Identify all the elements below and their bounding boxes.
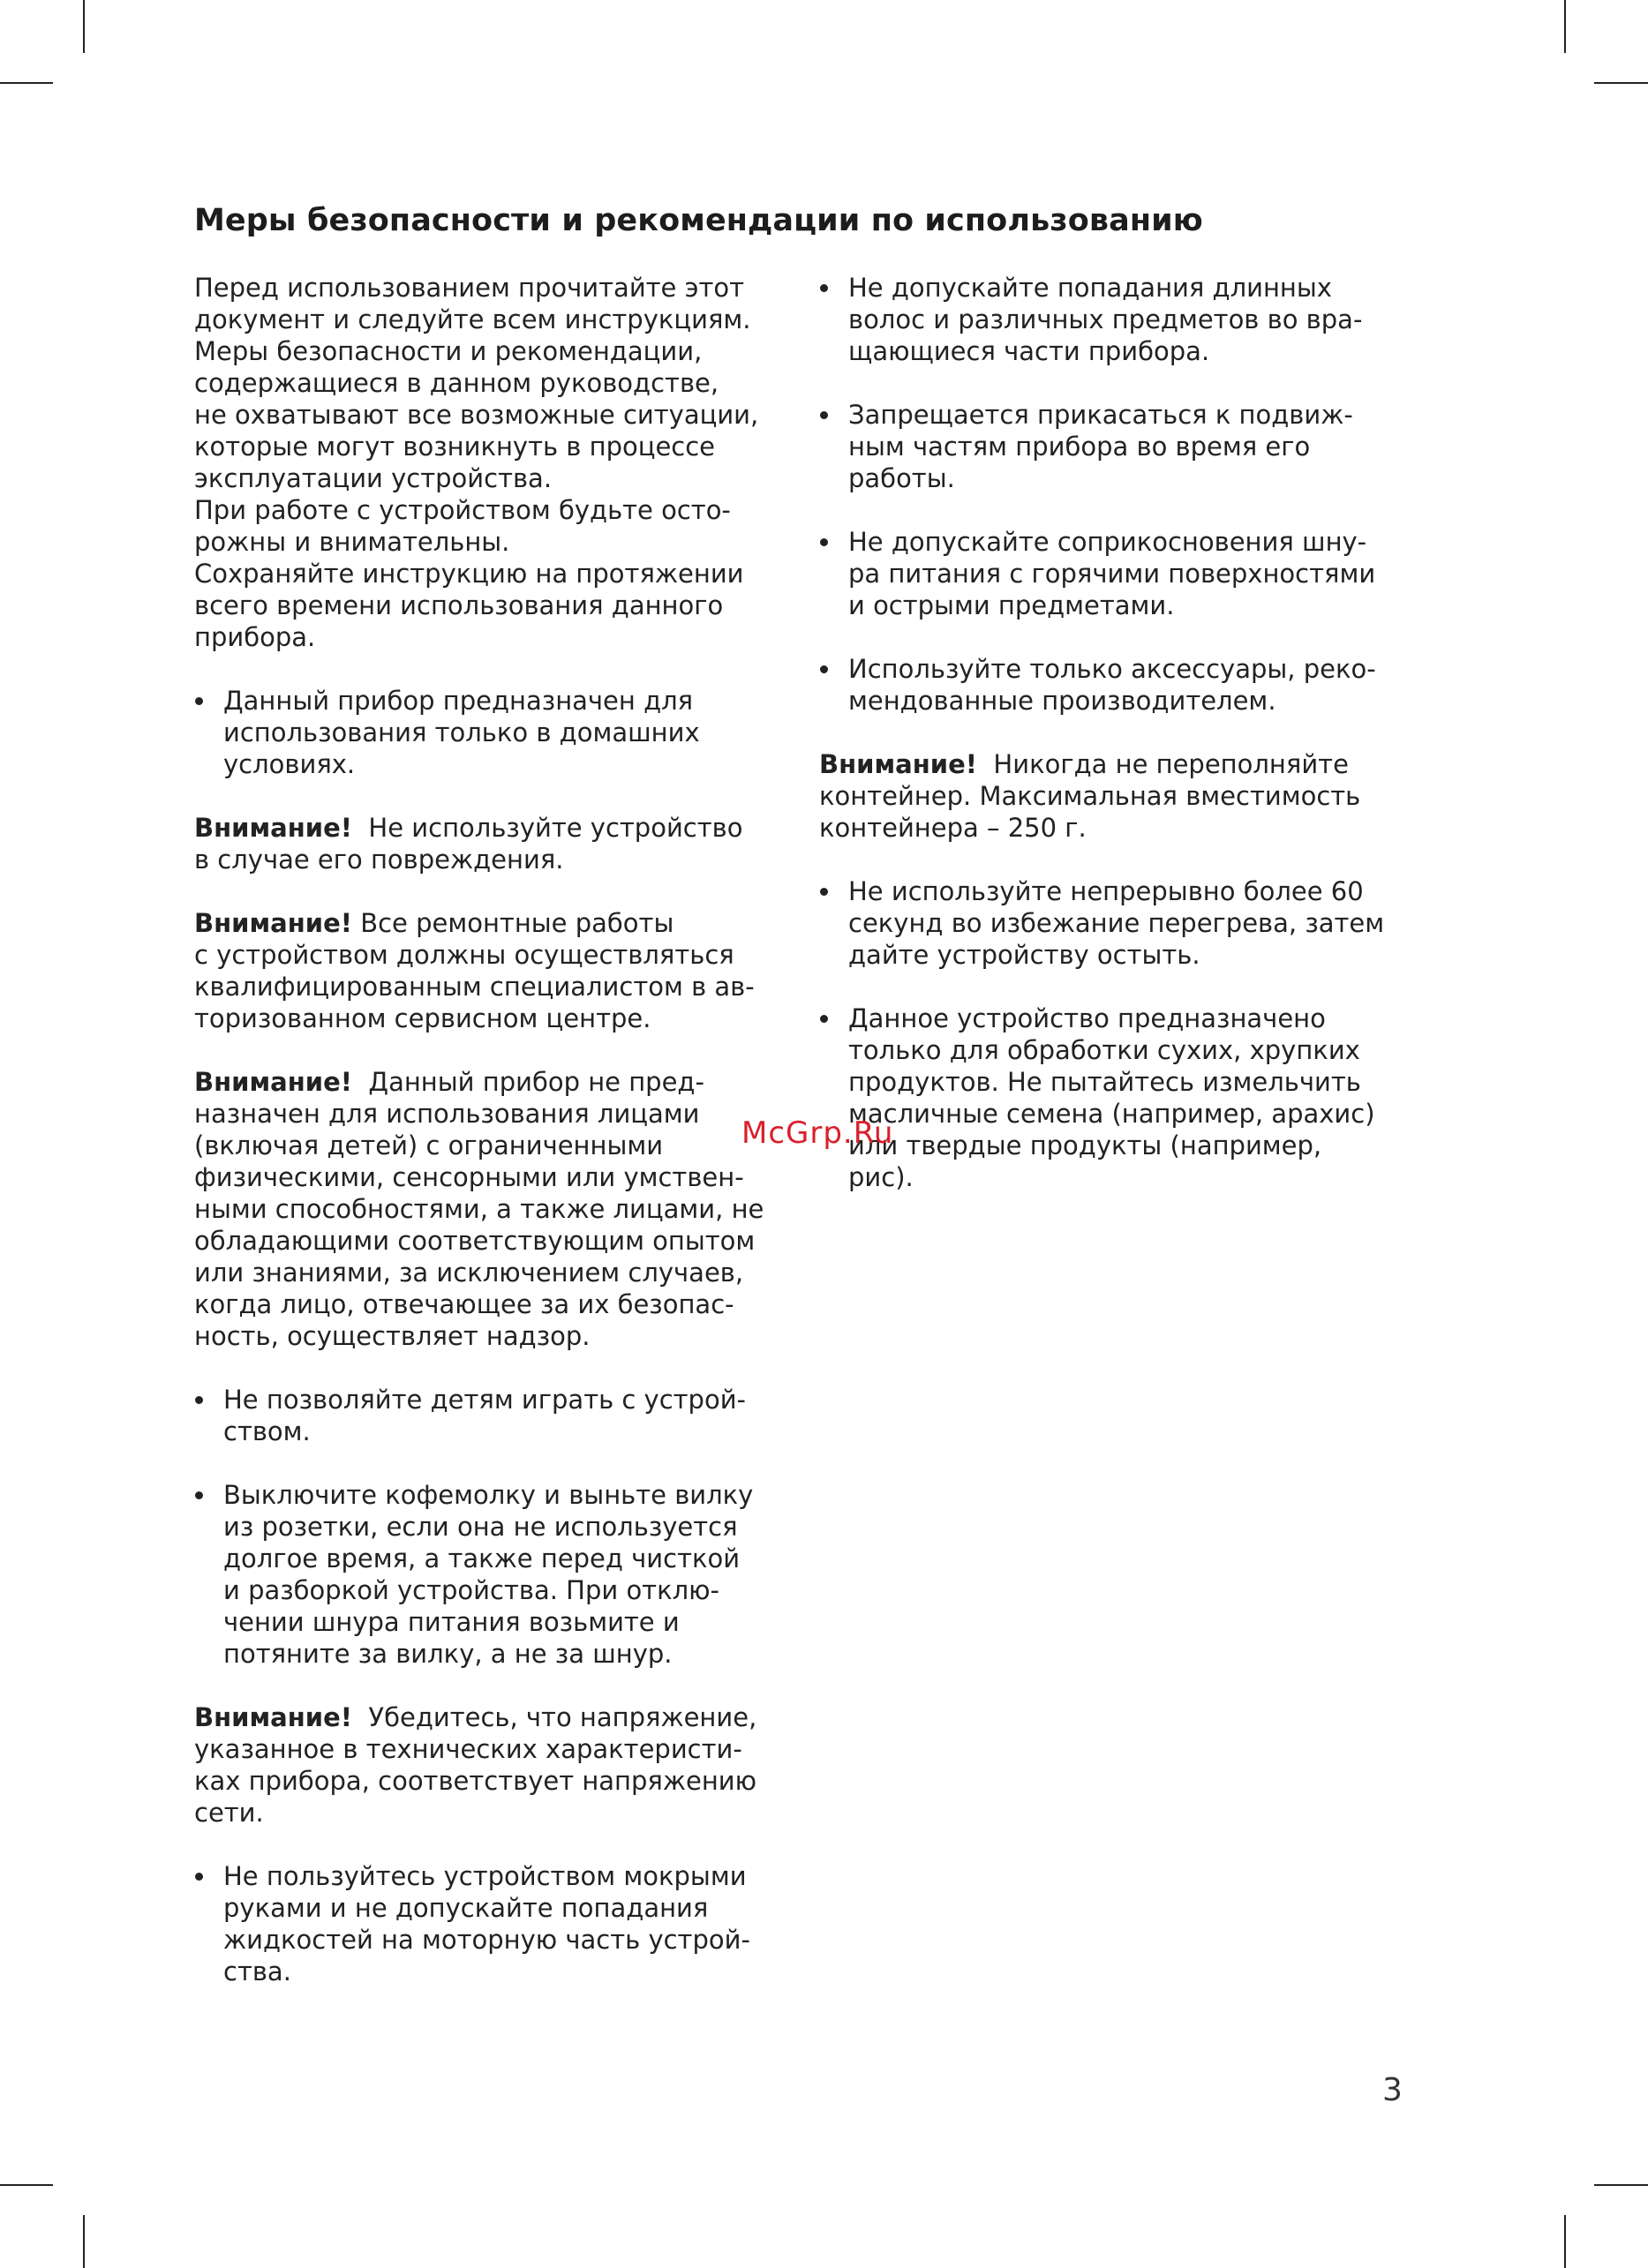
text-line: Данное устройство предназначено [848,1003,1326,1033]
bullet-icon [820,411,828,419]
text-line: При работе с устройством будьте осто- [194,495,731,525]
warning-text: Все ремонтные работы [351,908,674,938]
crop-mark-bottom-right [1564,2215,1566,2268]
bullet-accessories [819,653,1419,717]
text-line: торизованном сервисном центре. [194,1003,651,1033]
text-line: и разборкой устройства. При отклю- [223,1575,720,1605]
page-title: Меры безопасности и рекомендации по использованию [194,203,1203,238]
warning-text: Данный прибор не пред- [351,1067,704,1097]
bullet-wet-hands [194,1860,784,1987]
text-line [819,748,1419,780]
text-line: сети. [194,1798,264,1828]
text-line: ства. [223,1956,291,1986]
text-line: чении шнура питания возьмите и [223,1607,680,1637]
text-line: (включая детей) с ограниченными [194,1130,664,1160]
warning-label: Внимание! [194,1702,352,1732]
warning-label: Внимание! [194,1067,352,1097]
text-line: продуктов. Не пытайтесь измельчить [848,1067,1361,1097]
crop-mark-top-left [83,0,85,53]
text-line [194,1701,784,1733]
crop-mark-top-right-h [1594,82,1648,84]
text-line: жидкостей на моторную часть устрой- [223,1925,750,1955]
text-line: и острыми предметами. [848,590,1175,620]
bullet-home-use [194,685,784,780]
text-line: ным частям прибора во время его [848,432,1311,462]
warning-text: Убедитесь, что напряжение, [351,1702,757,1732]
text-line: долгое время, а также перед чисткой [223,1543,741,1573]
text-line: не охватывают все возможные ситуации, [194,400,759,430]
bullet-continuous-use [819,875,1419,971]
text-line: Не пользуйтесь устройством мокрыми [223,1861,747,1891]
warning-label: Внимание! [194,813,352,843]
warning-repair [194,907,784,1034]
text-line: Не используйте непрерывно более 60 [848,876,1364,906]
crop-mark-bottom-left-h [0,2184,53,2186]
bullet-icon [820,888,828,896]
text-line: ра питания с горячими поверхностями [848,559,1376,589]
text-line: масличные семена (например, арахис) [848,1099,1375,1129]
bullet-icon [820,284,828,292]
crop-mark-bottom-right-h [1594,2184,1648,2186]
warning-damage [194,812,784,875]
text-line: Перед использованием прочитайте этот [194,273,745,303]
text-line: содержащиеся в данном руководстве, [194,368,719,398]
text-line [194,907,784,939]
text-line: Используйте только аксессуары, реко- [848,654,1376,684]
text-line: обладающими соответствующим опытом [194,1226,756,1256]
crop-mark-top-left-h [0,82,53,84]
text-line: только для обработки сухих, хрупких [848,1035,1360,1065]
text-line: дайте устройству остыть. [848,940,1200,970]
text-line: физическими, сенсорными или умствен- [194,1162,744,1192]
text-line: работы. [848,463,955,493]
text-line: из розетки, если она не используется [223,1512,738,1542]
text-line: контейнер. Максимальная вместимость [819,781,1361,811]
text-line: или твердые продукты (например, [848,1130,1322,1160]
text-line: в случае его повреждения. [194,845,564,875]
bullet-icon [195,1491,203,1499]
bullet-icon [820,665,828,673]
bullet-dry-products [819,1003,1419,1193]
text-line: Данный прибор предназначен для [223,686,694,716]
bullet-icon [195,697,203,705]
text-line [194,812,784,844]
page-number: 3 [1382,2072,1403,2108]
text-line: рис). [848,1162,914,1192]
text-line: или знаниями, за исключением случаев, [194,1258,744,1288]
bullet-icon [195,1873,203,1881]
text-line: ках прибора, соответствует напряжению [194,1766,757,1796]
text-line: Сохраняйте инструкцию на протяжении [194,559,744,589]
right-column [819,272,1419,1225]
text-line: щающиеся части прибора. [848,336,1210,366]
text-line: назначен для использования лицами [194,1099,700,1129]
warning-voltage [194,1701,784,1829]
text-line: ными способностями, а также лицами, не [194,1194,764,1224]
text-line: использования только в домашних [223,717,700,747]
bullet-icon [195,1396,203,1404]
watermark-text: McGrp.Ru [741,1115,894,1151]
text-line: ством. [223,1416,311,1446]
text-line: рожны и внимательны. [194,527,510,557]
text-line: секунд во избежание перегрева, затем [848,908,1385,938]
crop-mark-bottom-left [83,2215,85,2268]
text-line: эксплуатации устройства. [194,463,553,493]
bullet-icon [820,1015,828,1023]
text-line: потяните за вилку, а не за шнур. [223,1639,673,1669]
left-column [194,272,784,2019]
crop-mark-top-right [1564,0,1566,53]
text-line: прибора. [194,622,316,652]
warning-overfill [819,748,1419,844]
text-line: Выключите кофемолку и выньте вилку [223,1480,754,1510]
bullet-power-cord [819,526,1419,621]
bullet-hair [819,272,1419,367]
text-line: руками и не допускайте попадания [223,1893,709,1923]
bullet-children [194,1384,784,1447]
text-line: условиях. [223,749,356,779]
text-line [194,1066,784,1098]
text-line: когда лицо, отвечающее за их безопас- [194,1289,734,1319]
warning-limited-abilities [194,1066,784,1352]
bullet-unplug [194,1479,784,1670]
text-line: всего времени использования данного [194,590,724,620]
bullet-moving-parts [819,399,1419,494]
warning-label: Внимание! [819,749,977,779]
warning-label: Внимание! [194,908,352,938]
text-line: указанное в технических характеристи- [194,1734,742,1764]
text-line: Запрещается прикасаться к подвиж- [848,400,1353,430]
text-line: Не допускайте попадания длинных [848,273,1332,303]
text-line: ность, осуществляет надзор. [194,1321,591,1351]
text-line: Не позволяйте детям играть с устрой- [223,1385,747,1415]
warning-text: Никогда не переполняйте [976,749,1349,779]
intro-paragraph [194,272,784,653]
text-line: контейнера – 250 г. [819,813,1087,843]
text-line: мендованные производителем. [848,686,1276,716]
text-line: с устройством должны осуществляться [194,940,734,970]
text-line: Меры безопасности и рекомендации, [194,336,703,366]
text-line: волос и различных предметов во вра- [848,304,1363,334]
text-line: квалифицированным специалистом в ав- [194,972,755,1002]
text-line: которые могут возникнуть в процессе [194,432,716,462]
warning-text: Не используйте устройство [351,813,743,843]
bullet-icon [820,538,828,546]
text-line: Не допускайте соприкосновения шну- [848,527,1367,557]
text-line: документ и следуйте всем инструкциям. [194,304,751,334]
